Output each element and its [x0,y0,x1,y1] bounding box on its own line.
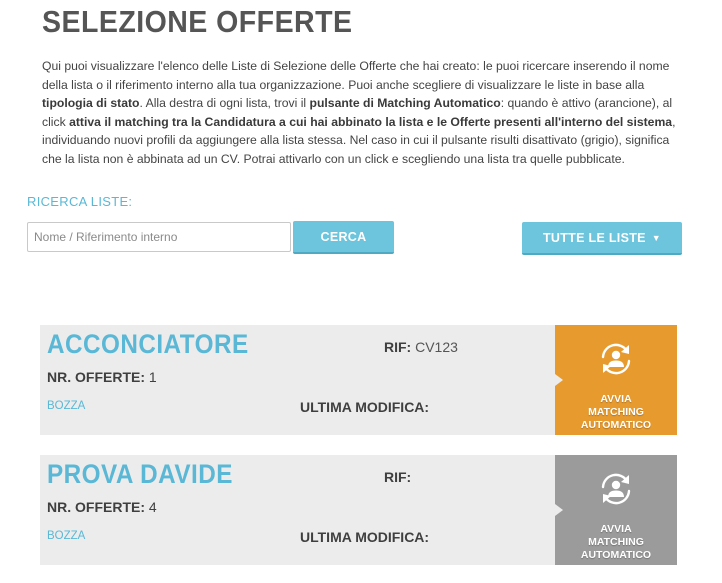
auto-matching-button[interactable] [555,455,677,565]
status-badge: BOZZA [47,530,86,542]
offers-count [47,499,157,515]
sync-user-icon [594,467,638,511]
list-name[interactable]: PROVA DAVIDE [47,459,233,489]
reference [384,339,458,355]
auto-matching-button[interactable] [555,325,677,435]
last-modified-label: ULTIMA MODIFICA: [300,529,430,545]
list-item[interactable] [40,455,677,565]
last-modified-label: ULTIMA MODIFICA: [300,399,430,415]
offers-count-value: 1 [148,369,157,385]
offers-count [47,369,157,385]
button-notch [555,374,563,386]
button-notch [555,504,563,516]
reference-label: RIF: [384,469,412,485]
search-label: RICERCA LISTE: [27,194,133,209]
list-filter-label: TUTTE LE LISTE [542,230,646,245]
status-badge: BOZZA [47,400,86,412]
search-button[interactable]: CERCA [293,221,394,254]
reference-label: RIF: [384,339,412,355]
list-item[interactable] [40,325,677,435]
reference-value: CV123 [415,339,458,355]
list-filter-dropdown[interactable] [522,222,682,255]
offers-count-label: NR. OFFERTE: [47,499,145,515]
offers-count-value: 4 [148,499,157,515]
list-name[interactable]: ACCONCIATORE [47,329,249,359]
chevron-down-icon: ▼ [651,232,662,243]
search-input[interactable] [27,222,291,252]
offers-count-label: NR. OFFERTE: [47,369,145,385]
page-intro: Qui puoi visualizzare l'elenco delle Liste di Selezione delle Offerte che hai creato: le puoi ricercare inserendo il nome della lista o il riferimento interno alla tua organizzazione. Puoi anche scegliere di visualizzare le liste in base alla tipologia di stato. Alla destra di ogni lista, trovi il pulsante di Matching Automatico: quando è attivo (arancione), al click attiva il matching tra la Candidatura a cui hai abbinato la lista e le Offerte presenti all'interno del sistema, individuando nuovi profili da aggiungere alla lista stessa. Nel caso in cui il pulsante risulti disattivato (grigio), significa che la lista non è abbinata ad un CV. Potrai attivarlo con un click e scegliendo una lista tra quelle pubblicate. [42,59,676,166]
auto-matching-label: AVVIA MATCHING AUTOMATICO [580,393,652,431]
page-title: SELEZIONE OFFERTE [42,4,353,39]
sync-user-icon [594,337,638,381]
auto-matching-label: AVVIA MATCHING AUTOMATICO [580,523,652,561]
reference [384,469,411,485]
